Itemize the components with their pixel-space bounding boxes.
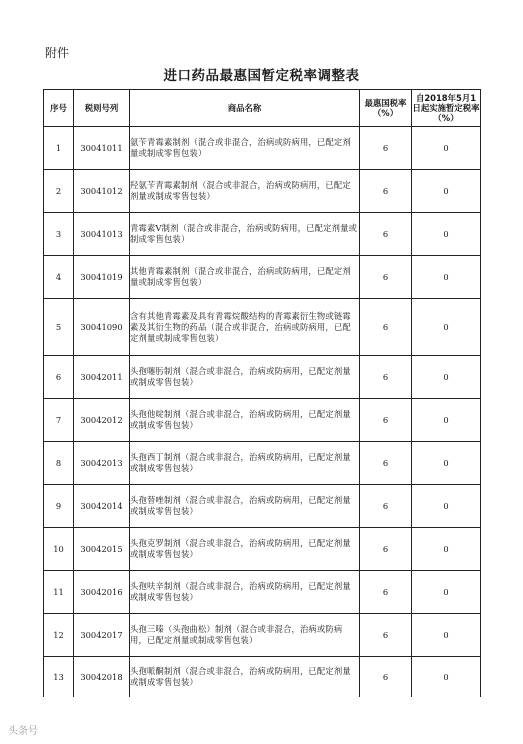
header-tariff-code: 税则号列 bbox=[74, 90, 130, 127]
tariff-table bbox=[43, 89, 481, 697]
cell-seq: 6 bbox=[44, 356, 74, 399]
cell-mfn-rate: 6 bbox=[360, 442, 412, 485]
cell-tariff-code: 30042014 bbox=[74, 485, 130, 528]
header-seq: 序号 bbox=[44, 90, 74, 127]
header-product-name: 商品名称 bbox=[130, 90, 360, 127]
cell-product-name: 其他青霉素制剂（混合或非混合，治病或防病用，已配定剂量或制成零售包装） bbox=[130, 256, 360, 299]
cell-tariff-code: 30042013 bbox=[74, 442, 130, 485]
table-row bbox=[44, 256, 481, 299]
table-row bbox=[44, 528, 481, 571]
cell-product-name: 头孢呋辛制剂（混合或非混合，治病或防病用，已配定剂量或制成零售包装） bbox=[130, 571, 360, 614]
cell-seq: 5 bbox=[44, 299, 74, 356]
table-row bbox=[44, 485, 481, 528]
cell-tariff-code: 30042011 bbox=[74, 356, 130, 399]
cell-product-name: 头孢哌酮制剂（混合或非混合，治病或防病用，已配定剂量或制成零售包装） bbox=[130, 657, 360, 698]
cell-tariff-code: 30042017 bbox=[74, 614, 130, 657]
table-row bbox=[44, 442, 481, 485]
cell-product-name: 青霉素V制剂（混合或非混合，治病或防病用，已配定剂量或制成零售包装） bbox=[130, 213, 360, 256]
cell-provisional-rate: 0 bbox=[412, 614, 481, 657]
cell-tariff-code: 30041013 bbox=[74, 213, 130, 256]
cell-tariff-code: 30041012 bbox=[74, 170, 130, 213]
cell-seq: 8 bbox=[44, 442, 74, 485]
cell-tariff-code: 30042012 bbox=[74, 399, 130, 442]
cell-mfn-rate: 6 bbox=[360, 657, 412, 698]
cell-tariff-code: 30042016 bbox=[74, 571, 130, 614]
cell-provisional-rate: 0 bbox=[412, 213, 481, 256]
cell-seq: 7 bbox=[44, 399, 74, 442]
cell-provisional-rate: 0 bbox=[412, 356, 481, 399]
table-row bbox=[44, 213, 481, 256]
cell-mfn-rate: 6 bbox=[360, 213, 412, 256]
cell-product-name: 头孢他啶制剂（混合或非混合，治病或防病用，已配定剂量或制成零售包装） bbox=[130, 399, 360, 442]
cell-seq: 4 bbox=[44, 256, 74, 299]
cell-seq: 3 bbox=[44, 213, 74, 256]
cell-mfn-rate: 6 bbox=[360, 299, 412, 356]
cell-seq: 13 bbox=[44, 657, 74, 698]
table-header-row bbox=[44, 90, 481, 127]
cell-tariff-code: 30042018 bbox=[74, 657, 130, 698]
cell-provisional-rate: 0 bbox=[412, 485, 481, 528]
cell-mfn-rate: 6 bbox=[360, 256, 412, 299]
cell-seq: 1 bbox=[44, 127, 74, 170]
cell-provisional-rate: 0 bbox=[412, 127, 481, 170]
cell-mfn-rate: 6 bbox=[360, 614, 412, 657]
watermark: 头条号 bbox=[8, 726, 38, 737]
cell-seq: 12 bbox=[44, 614, 74, 657]
cell-provisional-rate: 0 bbox=[412, 299, 481, 356]
cell-tariff-code: 30041011 bbox=[74, 127, 130, 170]
table-row bbox=[44, 170, 481, 213]
cell-product-name: 头孢替唑制剂（混合或非混合，治病或防病用，已配定剂量或制成零售包装） bbox=[130, 485, 360, 528]
cell-mfn-rate: 6 bbox=[360, 571, 412, 614]
cell-product-name: 头孢噻肟制剂（混合或非混合，治病或防病用，已配定剂量或制成零售包装） bbox=[130, 356, 360, 399]
cell-product-name: 羟氨苄青霉素制剂（混合或非混合，治病或防病用，已配定剂量或制成零售包装） bbox=[130, 170, 360, 213]
header-provisional-rate: 自2018年5月1日起实施暂定税率（%） bbox=[412, 90, 481, 127]
cell-seq: 11 bbox=[44, 571, 74, 614]
table-row bbox=[44, 356, 481, 399]
header-mfn-rate: 最惠国税率（%） bbox=[360, 90, 412, 127]
cell-product-name: 头孢西丁制剂（混合或非混合，治病或防病用，已配定剂量或制成零售包装） bbox=[130, 442, 360, 485]
cell-provisional-rate: 0 bbox=[412, 657, 481, 698]
table-row bbox=[44, 299, 481, 356]
cell-provisional-rate: 0 bbox=[412, 528, 481, 571]
cell-seq: 9 bbox=[44, 485, 74, 528]
cell-seq: 2 bbox=[44, 170, 74, 213]
cell-mfn-rate: 6 bbox=[360, 485, 412, 528]
table-row bbox=[44, 571, 481, 614]
cell-provisional-rate: 0 bbox=[412, 399, 481, 442]
cell-seq: 10 bbox=[44, 528, 74, 571]
cell-provisional-rate: 0 bbox=[412, 256, 481, 299]
cell-provisional-rate: 0 bbox=[412, 442, 481, 485]
page-title: 进口药品最惠国暂定税率调整表 bbox=[163, 68, 360, 84]
cell-tariff-code: 30041019 bbox=[74, 256, 130, 299]
table-row bbox=[44, 614, 481, 657]
cell-tariff-code: 30042015 bbox=[74, 528, 130, 571]
cell-mfn-rate: 6 bbox=[360, 356, 412, 399]
cell-mfn-rate: 6 bbox=[360, 528, 412, 571]
cell-product-name: 头孢克罗制剂（混合或非混合，治病或防病用，已配定剂量或制成零售包装） bbox=[130, 528, 360, 571]
table-row bbox=[44, 127, 481, 170]
table-row bbox=[44, 399, 481, 442]
cell-product-name: 含有其他青霉素及具有青霉烷酸结构的青霉素衍生物或链霉素及其衍生物的药品（混合或非混合，治病或防病用，已配定剂量或制成零售包装） bbox=[130, 299, 360, 356]
table-row bbox=[44, 657, 481, 698]
cell-product-name: 氨苄青霉素制剂（混合或非混合，治病或防病用，已配定剂量或制成零售包装） bbox=[130, 127, 360, 170]
cell-mfn-rate: 6 bbox=[360, 127, 412, 170]
cell-provisional-rate: 0 bbox=[412, 571, 481, 614]
cell-provisional-rate: 0 bbox=[412, 170, 481, 213]
cell-tariff-code: 30041090 bbox=[74, 299, 130, 356]
attachment-label: 附件 bbox=[45, 46, 70, 60]
cell-mfn-rate: 6 bbox=[360, 399, 412, 442]
cell-mfn-rate: 6 bbox=[360, 170, 412, 213]
cell-product-name: 头孢三嗪（头孢曲松）制剂（混合或非混合，治病或防病用，已配定剂量或制成零售包装） bbox=[130, 614, 360, 657]
